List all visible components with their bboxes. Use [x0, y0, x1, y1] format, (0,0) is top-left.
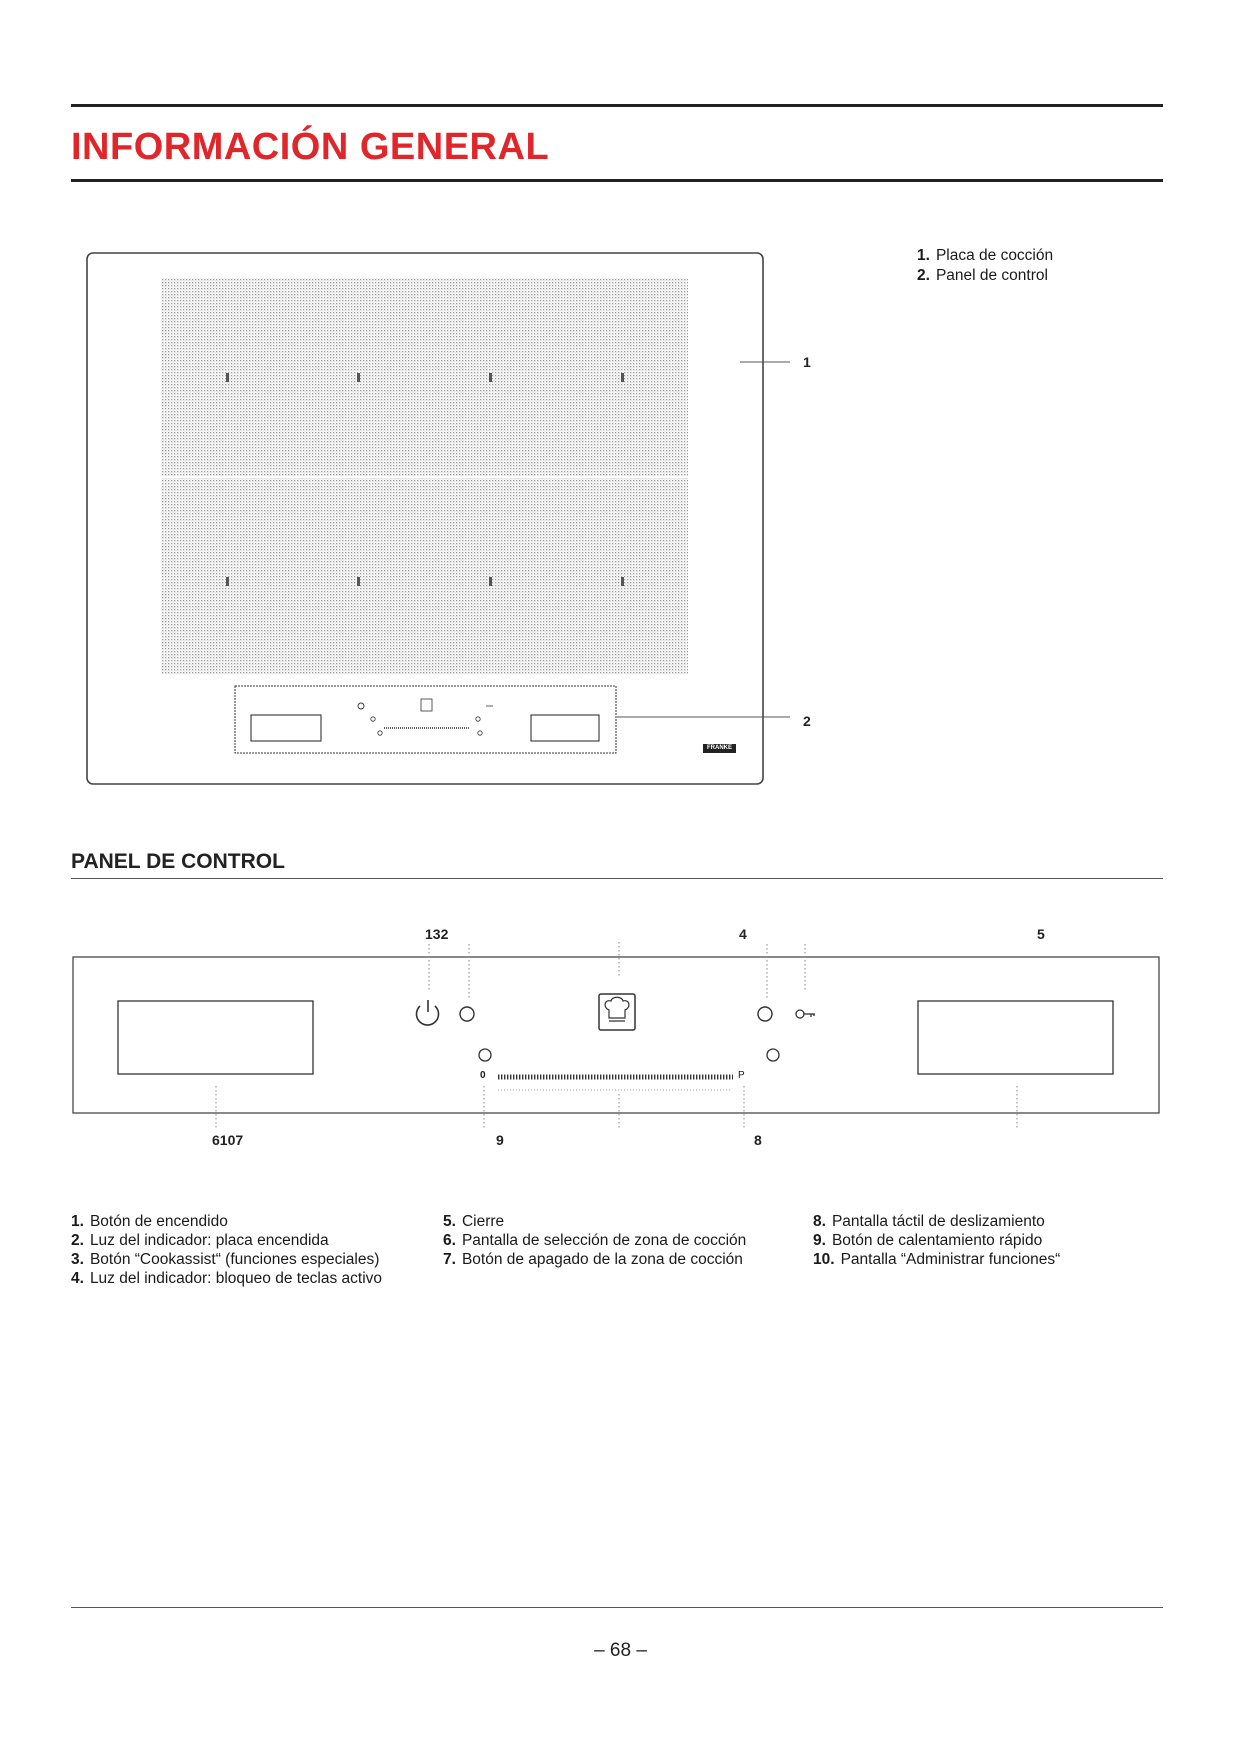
overview-legend — [917, 246, 1053, 286]
hob-control-panel — [235, 686, 616, 753]
callout-5: 5 — [1037, 926, 1045, 942]
legend-item: 3. Botón “Cookassist“ (funciones especiales) — [71, 1251, 380, 1268]
section-title: PANEL DE CONTROL — [71, 850, 285, 873]
brand-text: FRANKE — [707, 745, 732, 751]
callout-9: 9 — [496, 1132, 504, 1148]
cooking-surface-top — [161, 278, 688, 476]
legend-column-2 — [443, 1212, 746, 1269]
legend-item: 1. Placa de cocción — [917, 247, 1054, 264]
callout-8: 8 — [754, 1132, 762, 1148]
legend-item: 5. Cierre — [443, 1213, 505, 1230]
page-title: INFORMACIÓN GENERAL — [71, 126, 550, 168]
callout-132: 132 — [425, 926, 449, 942]
legend-item: 7. Botón de apagado de la zona de cocción — [443, 1251, 743, 1268]
slider-max-label: P — [738, 1070, 745, 1081]
page-number: – 68 – — [594, 1640, 647, 1661]
section-rule — [71, 878, 1163, 879]
cooking-surface-bottom — [161, 478, 688, 674]
legend-item: 6. Pantalla de selección de zona de cocción — [443, 1232, 747, 1249]
legend-item: 4. Luz del indicador: bloqueo de teclas activo — [71, 1270, 383, 1287]
slider-min-label: 0 — [480, 1070, 486, 1081]
legend-column-3 — [813, 1212, 1060, 1269]
legend-item: 2. Panel de control — [917, 267, 1048, 284]
callout-1: 1 — [803, 354, 811, 370]
legend-column-1 — [71, 1212, 382, 1288]
legend-item: 1. Botón de encendido — [71, 1213, 228, 1230]
legend-item: 8. Pantalla táctil de deslizamiento — [813, 1213, 1045, 1230]
callout-4: 4 — [739, 926, 747, 942]
footer-rule — [71, 1607, 1163, 1608]
callout-2: 2 — [803, 713, 811, 729]
legend-item: 9. Botón de calentamiento rápido — [813, 1232, 1043, 1249]
legend-item: 2. Luz del indicador: placa encendida — [71, 1232, 329, 1249]
callout-6107: 6107 — [212, 1132, 244, 1148]
legend-item: 10. Pantalla “Administrar funciones“ — [813, 1251, 1061, 1268]
